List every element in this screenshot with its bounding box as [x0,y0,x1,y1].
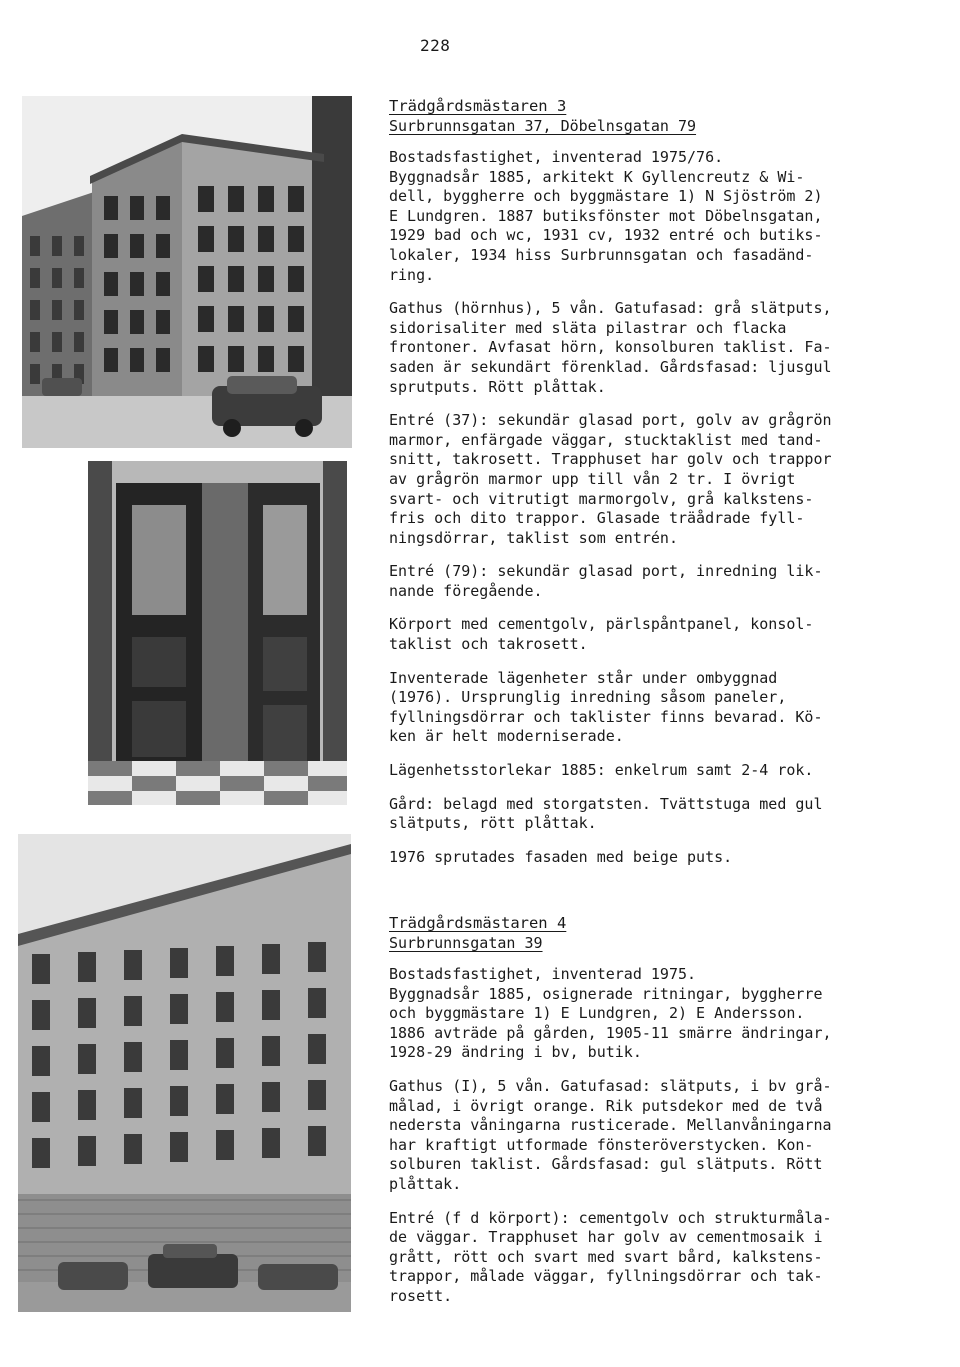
entry-paragraph: Gathus (I), 5 vån. Gatufasad: slätputs, i bv grå- målad, i övrigt orange. Rik putsdekor med de två nedersta våningarna rusticerade. Mellanvåningarna har kraftigt utformade fönsteröverstycken. Kon- solburen taklist. Gårdsfasad: gul slätputs. Rött plåttak. [389,1076,832,1193]
entry-address: Surbrunnsgatan 39 [389,934,543,952]
interior-doors-photo [88,461,347,805]
entry-paragraph: Entré (37): sekundär glasad port, golv av grågrön marmor, enfärgade väggar, stucktaklist med tand- snitt, takrosett. Trapphuset har golv och trappor av grågrön marmor upp till vån 2 tr. I övrigt svart- och vitrutigt marmorgolv, grå kalkstens- fris och dito trappor. Glasade träådrade fyll- ningsdörrar, taklist som entrén. [389,411,832,547]
entry-body [389,148,879,867]
entry-paragraph: Bostadsfastighet, inventerad 1975. Byggnadsår 1885, osignerade ritningar, byggherre och byggmästare 1) E Lundgren, 2) E Andersson. 1886 avträde på gården, 1905-11 smärre ändringar, 1928-29 ändring i bv, butik. [389,965,832,1062]
catalog-entry-2 [389,913,879,1321]
entry-paragraph: Gård: belagd med storgatsten. Tvättstuga med gul slätputs, rött plåttak. [389,794,823,833]
entry-body [389,965,879,1307]
entry-paragraph: Inventerade lägenheter står under ombyggnad (1976). Ursprunglig inredning såsom paneler, fyllningsdörrar och taklister finns bevarad. Kö- ken är helt moderniserade. [389,668,823,746]
entry-title: Trädgårdsmästaren 4 [389,914,567,932]
entry-paragraph: Bostadsfastighet, inventerad 1975/76. Byggnadsår 1885, arkitekt K Gyllencreutz & Wi- dell, byggherre och byggmästare 1) N Sjöström 2) E Lundgren. 1887 butiksfönster mot Döbelnsgatan, 1929 bad och wc, 1931 cv, 1932 entré och butiks- lokaler, 1934 hiss Surbrunnsgatan och fasadänd- ring. [389,148,823,284]
entry-title: Trädgårdsmästaren 3 [389,97,567,115]
page-number: 228 [420,36,451,55]
entry-paragraph: Gathus (hörnhus), 5 vån. Gatufasad: grå slätputs, sidorisaliter med släta pilastrar och flacka frontoner. Avfasat hörn, konsolburen taklist. Fa- saden är sekundärt förenklad. Gårdsfasad: ljusgul sprutputs. Rött plåttak. [389,299,832,396]
entry-paragraph: Lägenhetsstorlekar 1885: enkelrum samt 2-4 rok. [389,761,814,780]
catalog-entry-1 [389,96,879,881]
entry-paragraph: Entré (f d körport): cementgolv och strukturmåla- de väggar. Trapphuset har golv av cementmosaik i grått, rött och svart med svart bård, kalkstens- trappor, målade väggar, fyllningsdörrar och tak- rosett. [389,1208,832,1305]
facade-photo [18,834,351,1312]
entry-paragraph: Körport med cementgolv, pärlspåntpanel, konsol- taklist och takrosett. [389,615,814,654]
entry-address: Surbrunnsgatan 37, Döbelnsgatan 79 [389,117,697,135]
corner-building-photo [22,96,352,448]
entry-paragraph: 1976 sprutades fasaden med beige puts. [389,847,733,866]
entry-paragraph: Entré (79): sekundär glasad port, inredning lik- nande föregående. [389,562,823,600]
